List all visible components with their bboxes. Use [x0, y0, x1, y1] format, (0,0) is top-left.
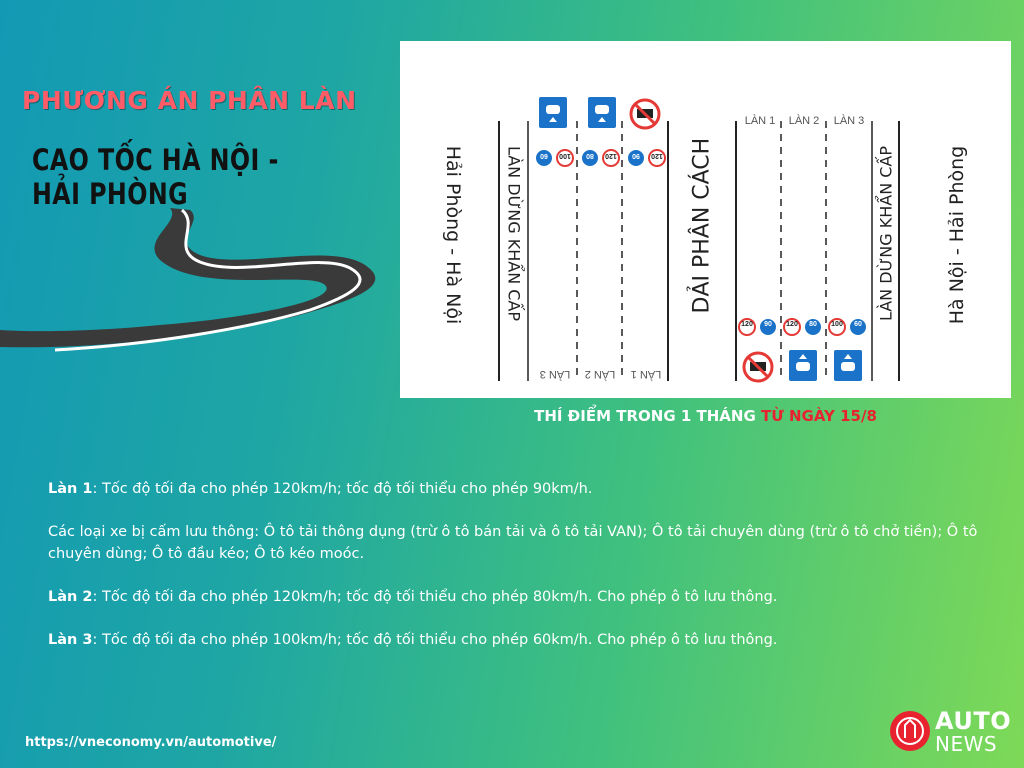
- speed-min-label: 60: [854, 321, 862, 328]
- direction-left-label: Hải Phòng - Hà Nội: [442, 145, 464, 325]
- logo-word-auto: AUTO: [935, 707, 1012, 735]
- car-allowed-icon: [539, 97, 567, 128]
- page-subtitle: CAO TỐC HÀ NỘI - HẢI PHÒNG: [32, 143, 279, 211]
- car-allowed-icon: [588, 97, 616, 128]
- truck-prohibited-icon: [631, 100, 659, 128]
- speed-max-label: 120: [605, 152, 617, 159]
- speed-max-label: 120: [786, 321, 798, 328]
- logo-icon: [889, 710, 931, 752]
- car-allowed-icon: [789, 350, 817, 381]
- road-illustration: [0, 200, 390, 360]
- lane-2-text: : Tốc độ tối đa cho phép 120km/h; tốc độ tối thiểu cho phép 80km/h. Cho phép ô tô lưu thông.: [92, 589, 778, 605]
- speed-min-label: 60: [540, 152, 548, 159]
- median-label: DẢI PHÂN CÁCH: [689, 137, 715, 314]
- lane-diagram: [400, 41, 1011, 398]
- logo-word-news: NEWS: [935, 732, 998, 756]
- speed-min-label: 90: [632, 152, 640, 159]
- speed-min-label: 80: [586, 152, 594, 159]
- lane-3-text: : Tốc độ tối đa cho phép 100km/h; tốc độ tối thiểu cho phép 60km/h. Cho phép ô tô lưu thông.: [92, 632, 778, 648]
- direction-right-label: Hà Nội - Hải Phòng: [946, 145, 968, 325]
- car-allowed-icon: [834, 350, 862, 381]
- lane-label: LÀN 3: [535, 368, 575, 380]
- speed-max-label: 120: [651, 152, 663, 159]
- lane-1-rule: [48, 478, 998, 500]
- lane-2-label: Làn 2: [48, 589, 93, 605]
- page-title: PHƯƠNG ÁN PHÂN LÀN: [22, 86, 357, 115]
- lane-2-rule: [48, 586, 998, 608]
- prohibited-vehicles: [48, 521, 998, 565]
- speed-max-label: 100: [831, 321, 843, 328]
- speed-min-label: 90: [764, 321, 772, 328]
- lane-label: LÀN 2: [784, 115, 824, 127]
- lane-label: LÀN 1: [740, 115, 780, 127]
- speed-max-label: 100: [559, 152, 571, 159]
- truck-prohibited-icon: [744, 353, 772, 381]
- pilot-caption: [400, 407, 1011, 425]
- caption-date: TỪ NGÀY 15/8: [761, 407, 877, 425]
- lane-1-text: : Tốc độ tối đa cho phép 120km/h; tốc độ tối thiểu cho phép 90km/h.: [92, 481, 593, 497]
- lane-rules: [48, 478, 998, 672]
- speed-max-label: 120: [741, 321, 753, 328]
- speed-min-label: 80: [809, 321, 817, 328]
- emergency-lane-left-label: LÀN DỪNG KHẨN CẤP: [504, 145, 524, 322]
- lane-label: LÀN 2: [580, 368, 620, 380]
- lane-3-rule: [48, 629, 998, 651]
- lane-label: LÀN 3: [829, 115, 869, 127]
- source-link[interactable]: https://vneconomy.vn/automotive/: [25, 735, 277, 750]
- prohibited-vehicles-text: Các loại xe bị cấm lưu thông: Ô tô tải thông dụng (trừ ô tô bán tải và ô tô tải VAN); Ô tô tải chuyên dùng (trừ ô tô chở tiền); Ô tô chuyên dùng; Ô tô đầu kéo; Ô tô kéo moóc.: [48, 524, 978, 562]
- lane-label: LÀN 1: [626, 368, 666, 380]
- caption-prefix: THÍ ĐIỂM TRONG 1 THÁNG: [534, 407, 761, 425]
- lane-1-label: Làn 1: [48, 481, 93, 497]
- lane-3-label: Làn 3: [48, 632, 93, 648]
- emergency-lane-right-label: LÀN DỪNG KHẨN CẤP: [876, 145, 896, 322]
- autonews-logo: [889, 707, 1014, 755]
